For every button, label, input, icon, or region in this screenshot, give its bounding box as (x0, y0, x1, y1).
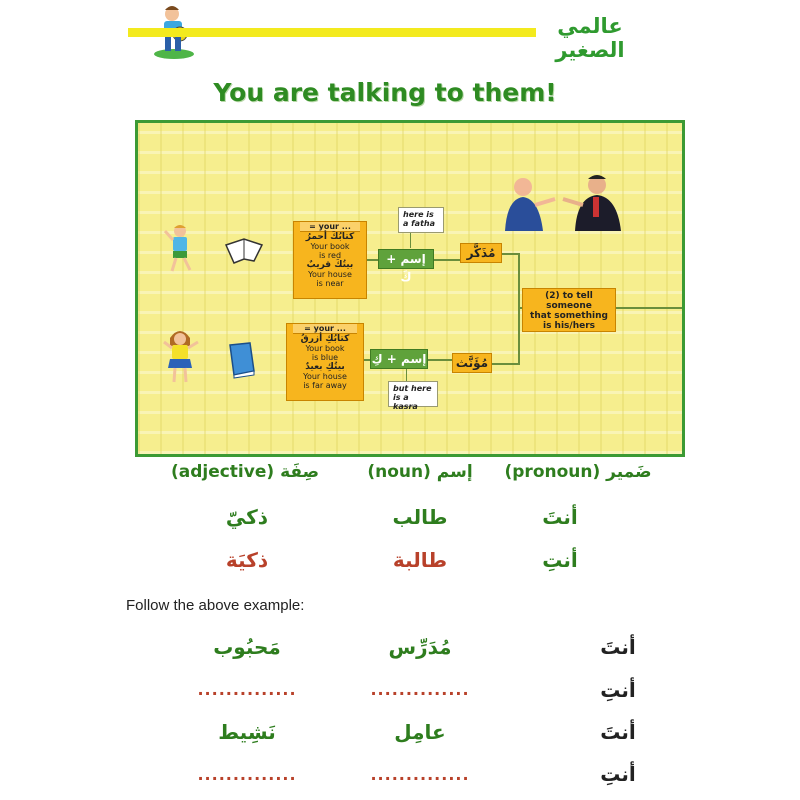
connector-line (433, 259, 461, 261)
ex1-adjective: مَحبُوب (213, 635, 281, 659)
feminine-label: مُؤَنَّث (452, 353, 492, 373)
fem-english-1b: is blue (311, 353, 339, 362)
note-fatha (398, 207, 444, 233)
open-book-icon (224, 237, 264, 265)
connector-line (406, 369, 407, 381)
connector-line (616, 307, 685, 309)
ex4-noun-blank[interactable]: .............. (370, 765, 470, 784)
ex4-adjective-blank[interactable]: .............. (197, 765, 297, 784)
masc-english-1b: is red (318, 251, 342, 260)
ex1-noun: مُدَرِّس (388, 635, 452, 659)
connector-line (500, 253, 520, 255)
connector-line (410, 233, 411, 248)
masc-arabic-1: كتابُكَ أحمرُ (305, 232, 355, 242)
fem-example-box (286, 323, 364, 401)
formula-fem: إسم + كِ (370, 349, 428, 369)
fem-arabic-1: كتابُكِ أزرقُ (300, 334, 350, 344)
masc-box-heading: = your ... (300, 222, 360, 232)
note-fatha-line1: here is (403, 210, 434, 219)
logo-text: عالمي الصغير (555, 14, 625, 62)
connector-line (490, 363, 518, 365)
row1-noun: طالب (392, 505, 448, 529)
row1-pronoun: أنتَ (542, 505, 578, 529)
connector-line (518, 253, 520, 365)
masc-english-2a: Your house (308, 270, 352, 279)
fem-english-1a: Your book (305, 344, 345, 353)
businessmen-illustration (493, 173, 638, 233)
header-adjective: صِفَة (adjective) (170, 462, 320, 482)
grammar-diagram (135, 120, 685, 457)
ex3-adjective: نَشِيط (218, 720, 276, 744)
ex2-pronoun: أنتِ (600, 678, 636, 702)
boy-illustration (160, 223, 200, 275)
girl-illustration (158, 328, 202, 386)
note-kasra-line1: but here (393, 384, 432, 393)
fem-english-2a: Your house (303, 372, 347, 381)
note-kasra-line2: is a kasra (393, 393, 418, 411)
row1-adjective: ذكيّ (225, 505, 269, 529)
blue-book-icon (226, 341, 258, 379)
masc-english-2b: is near (316, 279, 344, 288)
purpose-line3: that something (530, 311, 608, 321)
note-kasra (388, 381, 438, 411)
page-title: You are talking to them! (213, 78, 557, 107)
note-fatha-line2: a fatha (403, 219, 435, 228)
connector-line (428, 359, 453, 361)
header-noun: إسم (noun) (367, 462, 473, 482)
ex2-adjective-blank[interactable]: .............. (197, 680, 297, 699)
exercise-instruction: Follow the above example: (126, 597, 305, 614)
ex3-pronoun: أنتَ (600, 720, 636, 744)
ex2-noun-blank[interactable]: .............. (370, 680, 470, 699)
row2-pronoun: أنتِ (542, 548, 578, 572)
purpose-line4: is his/hers (542, 321, 596, 331)
purpose-line2: someone (546, 301, 592, 311)
row2-noun: طالبة (392, 548, 448, 572)
masc-english-1a: Your book (310, 242, 350, 251)
masculine-label: مُذَكَّر (460, 243, 502, 263)
ex1-pronoun: أنتَ (600, 635, 636, 659)
fem-english-2b: is far away (303, 381, 347, 390)
ex3-noun: عامِل (394, 720, 446, 744)
formula-masc: إسم + كَ (378, 249, 434, 269)
purpose-box (522, 288, 616, 332)
fem-arabic-2: بيتُكِ بعيدٌ (305, 362, 345, 372)
masc-arabic-2: بيتُكَ قريبٌ (306, 260, 354, 270)
row2-adjective: ذكيَة (225, 548, 269, 572)
header-pronoun: ضَمير (pronoun) (504, 462, 652, 482)
purpose-line1: (2) to tell (545, 291, 593, 301)
header-bar (128, 28, 536, 37)
fem-box-heading: = your ... (293, 324, 357, 334)
ex4-pronoun: أنتِ (600, 762, 636, 786)
masc-example-box (293, 221, 367, 299)
